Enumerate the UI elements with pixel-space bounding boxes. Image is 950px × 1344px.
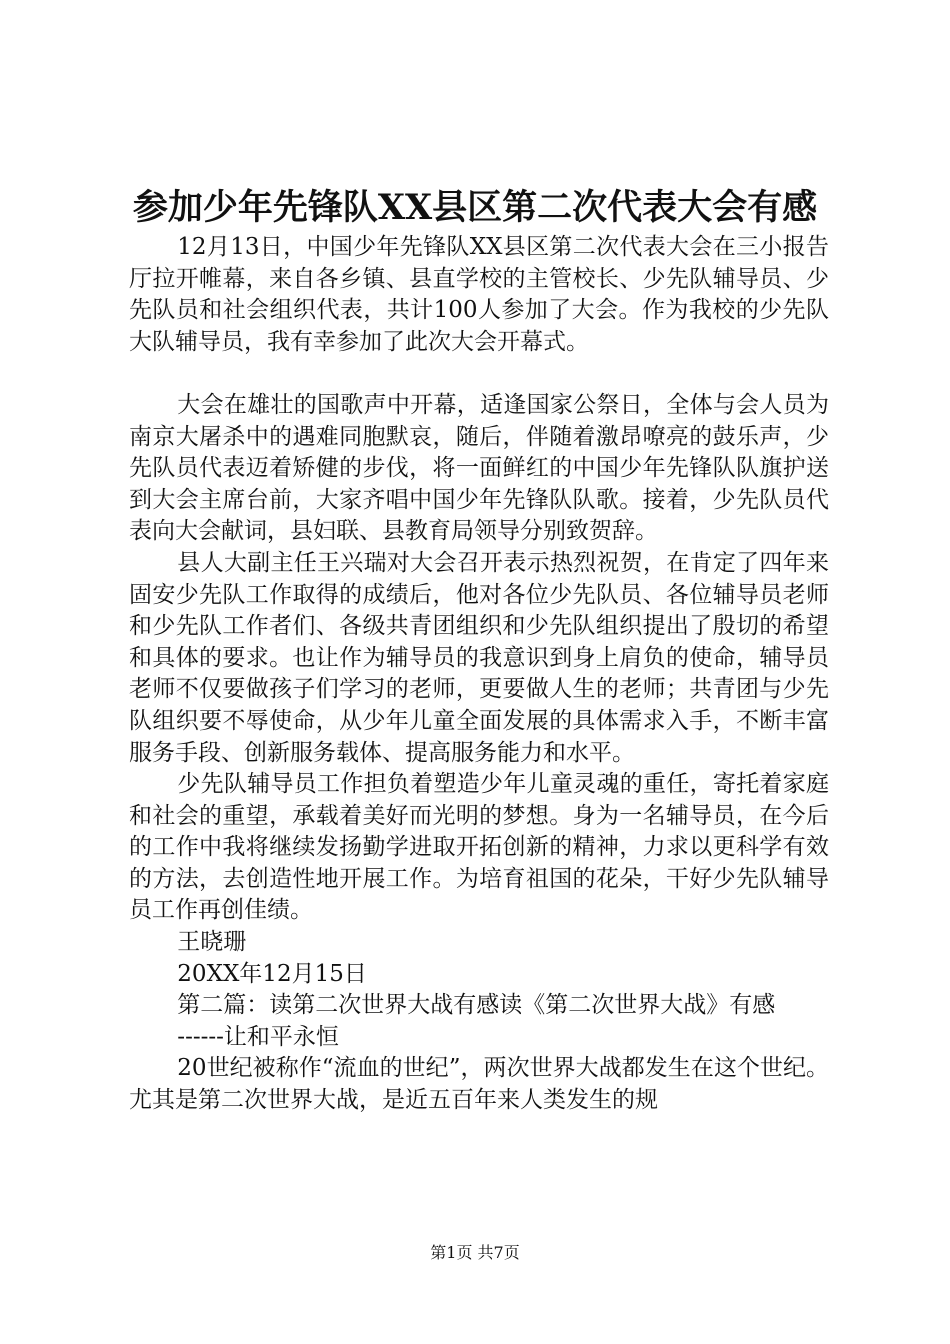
signature: 王晓珊 <box>177 929 247 956</box>
paragraph-2: 大会在雄壮的国歌声中开幕，适逢国家公祭日，全体与会人员为南京大屠杀中的遇难同胞默哀，随后，伴随着激昂嘹亮的鼓乐声，少先队员代表迈着矫健的步伐，将一面鲜红的中国少年先锋队队旗护送到大会主席台前，大家齐唱中国少年先锋队队歌。接着，少先队员代表向大会献词，县妇联、县教育局领导分别致贺辞。 <box>129 391 829 545</box>
document-body <box>129 232 829 1117</box>
paragraph-3: 县人大副主任王兴瑞对大会召开表示热烈祝贺，在肯定了四年来固安少先队工作取得的成绩后，他对各位少先队员、各位辅导员老师和少先队工作者们、各级共青团组织和少先队组织提出了殷切的希望和具体的要求。也让作为辅导员的我意识到身上肩负的使命，辅导员老师不仅要做孩子们学习的老师，更要做人生的老师；共青团与少先队组织要不辱使命，从少年儿童全面发展的具体需求入手，不断丰富服务手段、创新服务载体、提高服务能力和水平。 <box>129 549 829 766</box>
second-article-heading: 第二篇：读第二次世界大战有感读《第二次世界大战》有感 <box>177 992 776 1019</box>
paragraph-4: 少先队辅导员工作担负着塑造少年儿童灵魂的重任，寄托着家庭和社会的重望，承载着美好而光明的梦想。身为一名辅导员，在今后的工作中我将继续发扬勤学进取开拓创新的精神，力求以更科学有效的方法，去创造性地开展工作。为培育祖国的花朵，干好少先队辅导员工作再创佳绩。 <box>129 771 829 924</box>
second-article-subtitle: ------让和平永恒 <box>177 1023 339 1050</box>
date: 20XX年12月15日 <box>177 960 367 987</box>
page-footer: 第1页 共7页 <box>430 1243 520 1262</box>
second-article-paragraph: 20世纪被称作“流血的世纪”，两次世界大战都发生在这个世纪。尤其是第二次世界大战，是近五百年来人类发生的规 <box>129 1055 829 1114</box>
paragraph-1: 12月13日，中国少年先锋队XX县区第二次代表大会在三小报告厅拉开帷幕，来自各乡镇、县直学校的主管校长、少先队辅导员、少先队员和社会组织代表，共计100人参加了大会。作为我校的少先队大队辅导员，我有幸参加了此次大会开幕式。 <box>129 234 829 355</box>
document-title: 参加少年先锋队XX县区第二次代表大会有感 <box>132 187 818 228</box>
